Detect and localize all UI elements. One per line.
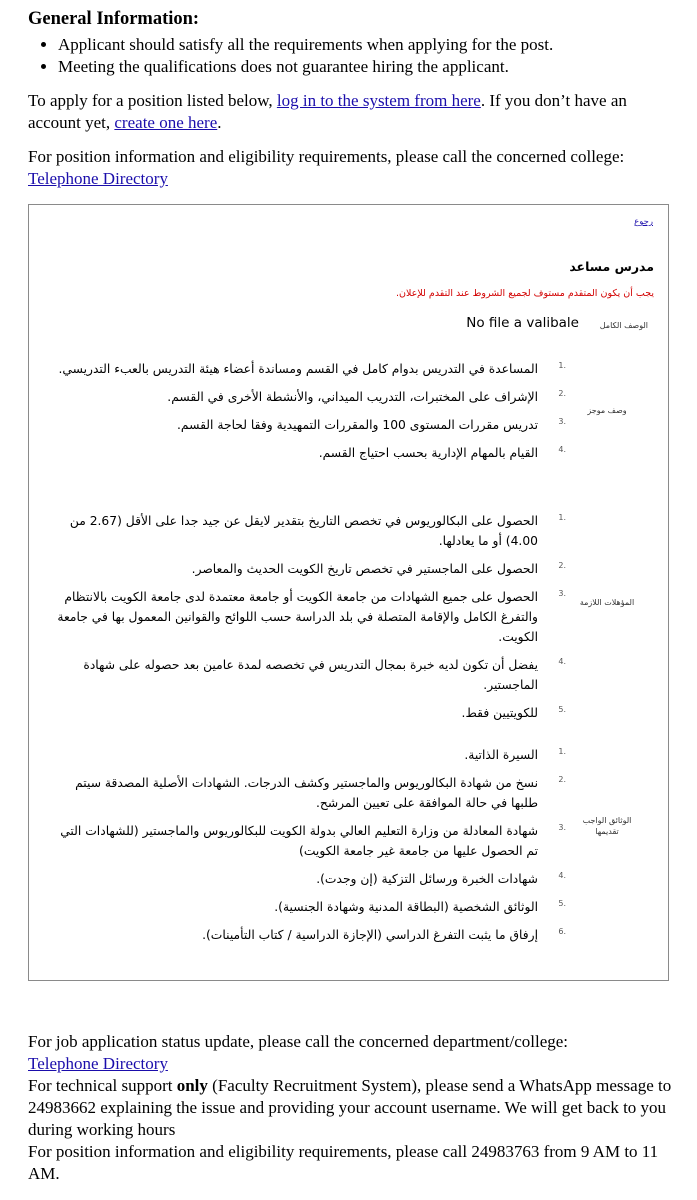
list-item: 4. يفضل أن تكون لديه خبرة بمجال التدريس في تخصصه لمدة عامين بعد حصوله على شهادة الماجستير. xyxy=(83,657,566,692)
list-item: 3. تدريس مقررات المستوى 100 والمقررات التمهيدية وفقا لحاجة القسم. xyxy=(177,417,566,432)
contact-text: For position information and eligibility requirements, please call the concerned college: xyxy=(28,147,625,166)
job-title: مدرس مساعد xyxy=(569,259,654,274)
list-item: 5. الوثائق الشخصية (البطاقة المدنية وشهادة الجنسية). xyxy=(274,899,566,914)
list-item: 4. شهادات الخبرة ورسائل التزكية (إن وجدت). xyxy=(316,871,566,886)
eligibility-text: For position information and eligibility requirements, please call 24983763 from 9 AM to 11 AM. xyxy=(28,1142,659,1183)
list-item: 3. شهادة المعادلة من وزارة التعليم العالي بدولة الكويت للبكالوريوس والماجستير (للشهادات التي تم الحصول عليها من جامعة غير جامعة الكويت) xyxy=(60,823,566,858)
login-link[interactable]: log in to the system from here xyxy=(276,91,481,110)
list-item: 2. الإشراف على المختبرات، التدريب الميداني، والأنشطة الأخرى في القسم. xyxy=(167,389,566,404)
status-text: For job application status update, please call the concerned department/college: xyxy=(28,1032,569,1051)
required-documents-section xyxy=(54,745,566,953)
job-posting-panel xyxy=(28,204,669,981)
list-item: 1. الحصول على البكالوريوس في تخصص التاريخ بتقدير لايقل عن جيد جدا على الأقل (2.67 من 4.00) أو ما يعادلها. xyxy=(69,513,566,548)
support-suffix: (Faculty Recruitment System), please send a WhatsApp message to 24983662 explaining the issue and providing your account username. We will get back to you during working hours xyxy=(28,1076,672,1139)
footer-telephone-directory-link[interactable]: Telephone Directory xyxy=(28,1054,168,1073)
footer-information xyxy=(28,1031,678,1185)
apply-paragraph xyxy=(28,90,678,134)
full-description-label: الوصف الكامل xyxy=(599,321,648,330)
list-item: 6. إرفاق ما يثبت التفرغ الدراسي (الإجازة الدراسية / كتاب التأمينات). xyxy=(202,927,566,942)
required-documents-label: الوثائق الواجب تقديمها xyxy=(582,816,632,836)
qualifications-label: المؤهلات اللازمة xyxy=(579,598,635,607)
create-account-link[interactable]: create one here xyxy=(114,113,218,132)
list-item: 2. نسخ من شهادة البكالوريوس والماجستير وكشف الدرجات. الشهادات الأصلية المصدقة سيتم طلبها في حالة الموافقة على تعيين المرشح. xyxy=(75,775,566,810)
brief-description-section xyxy=(54,359,566,471)
support-prefix: For technical support xyxy=(28,1076,177,1095)
list-item: 4. القيام بالمهام الإدارية بحسب احتياج القسم. xyxy=(318,445,566,460)
apply-middle: . If you don’t have an account yet, xyxy=(28,91,627,132)
apply-suffix: . xyxy=(217,113,222,132)
list-item: 1. السيرة الذاتية. xyxy=(464,747,566,762)
qualifications-section xyxy=(54,511,566,731)
list-item: 1. المساعدة في التدريس بدوام كامل في القسم ومساندة أعضاء هيئة التدريس بالعبء التدريسي. xyxy=(58,361,566,376)
footer-directory xyxy=(28,1053,678,1075)
contact-paragraph xyxy=(28,146,678,190)
support-text xyxy=(28,1075,678,1141)
general-bullet: • Meeting the qualifications does not guarantee hiring the applicant. xyxy=(58,56,678,78)
brief-description-label: وصف موجز xyxy=(587,406,627,415)
full-description-value: No file a valibale xyxy=(466,315,579,331)
back-link[interactable]: رجوع xyxy=(634,217,653,227)
list-item: 2. الحصول على الماجستير في تخصص تاريخ الكويت الحديث والمعاصر. xyxy=(191,561,566,576)
support-bold: only xyxy=(176,1076,208,1095)
list-item: 5. للكويتيين فقط. xyxy=(461,705,566,720)
general-information xyxy=(28,8,678,202)
telephone-directory-link[interactable]: Telephone Directory xyxy=(28,169,168,188)
eligibility-warning: يجب أن يكون المتقدم مستوف لجميع الشروط عند التقدم للإعلان. xyxy=(396,288,654,299)
apply-prefix: To apply for a position listed below, xyxy=(28,91,277,110)
general-bullets xyxy=(28,34,678,78)
general-heading: General Information: xyxy=(28,9,200,29)
general-bullet: • Applicant should satisfy all the requirements when applying for the post. xyxy=(58,34,678,56)
list-item: 3. الحصول على جميع الشهادات من جامعة الكويت أو جامعة معتمدة لدى جامعة الكويت بالانتظام والتفرغ الكامل والإقامة المتصلة في بلد الدراسة حسب اللوائح والقوانين المعمول بها في جامعة الكويت. xyxy=(57,589,566,644)
